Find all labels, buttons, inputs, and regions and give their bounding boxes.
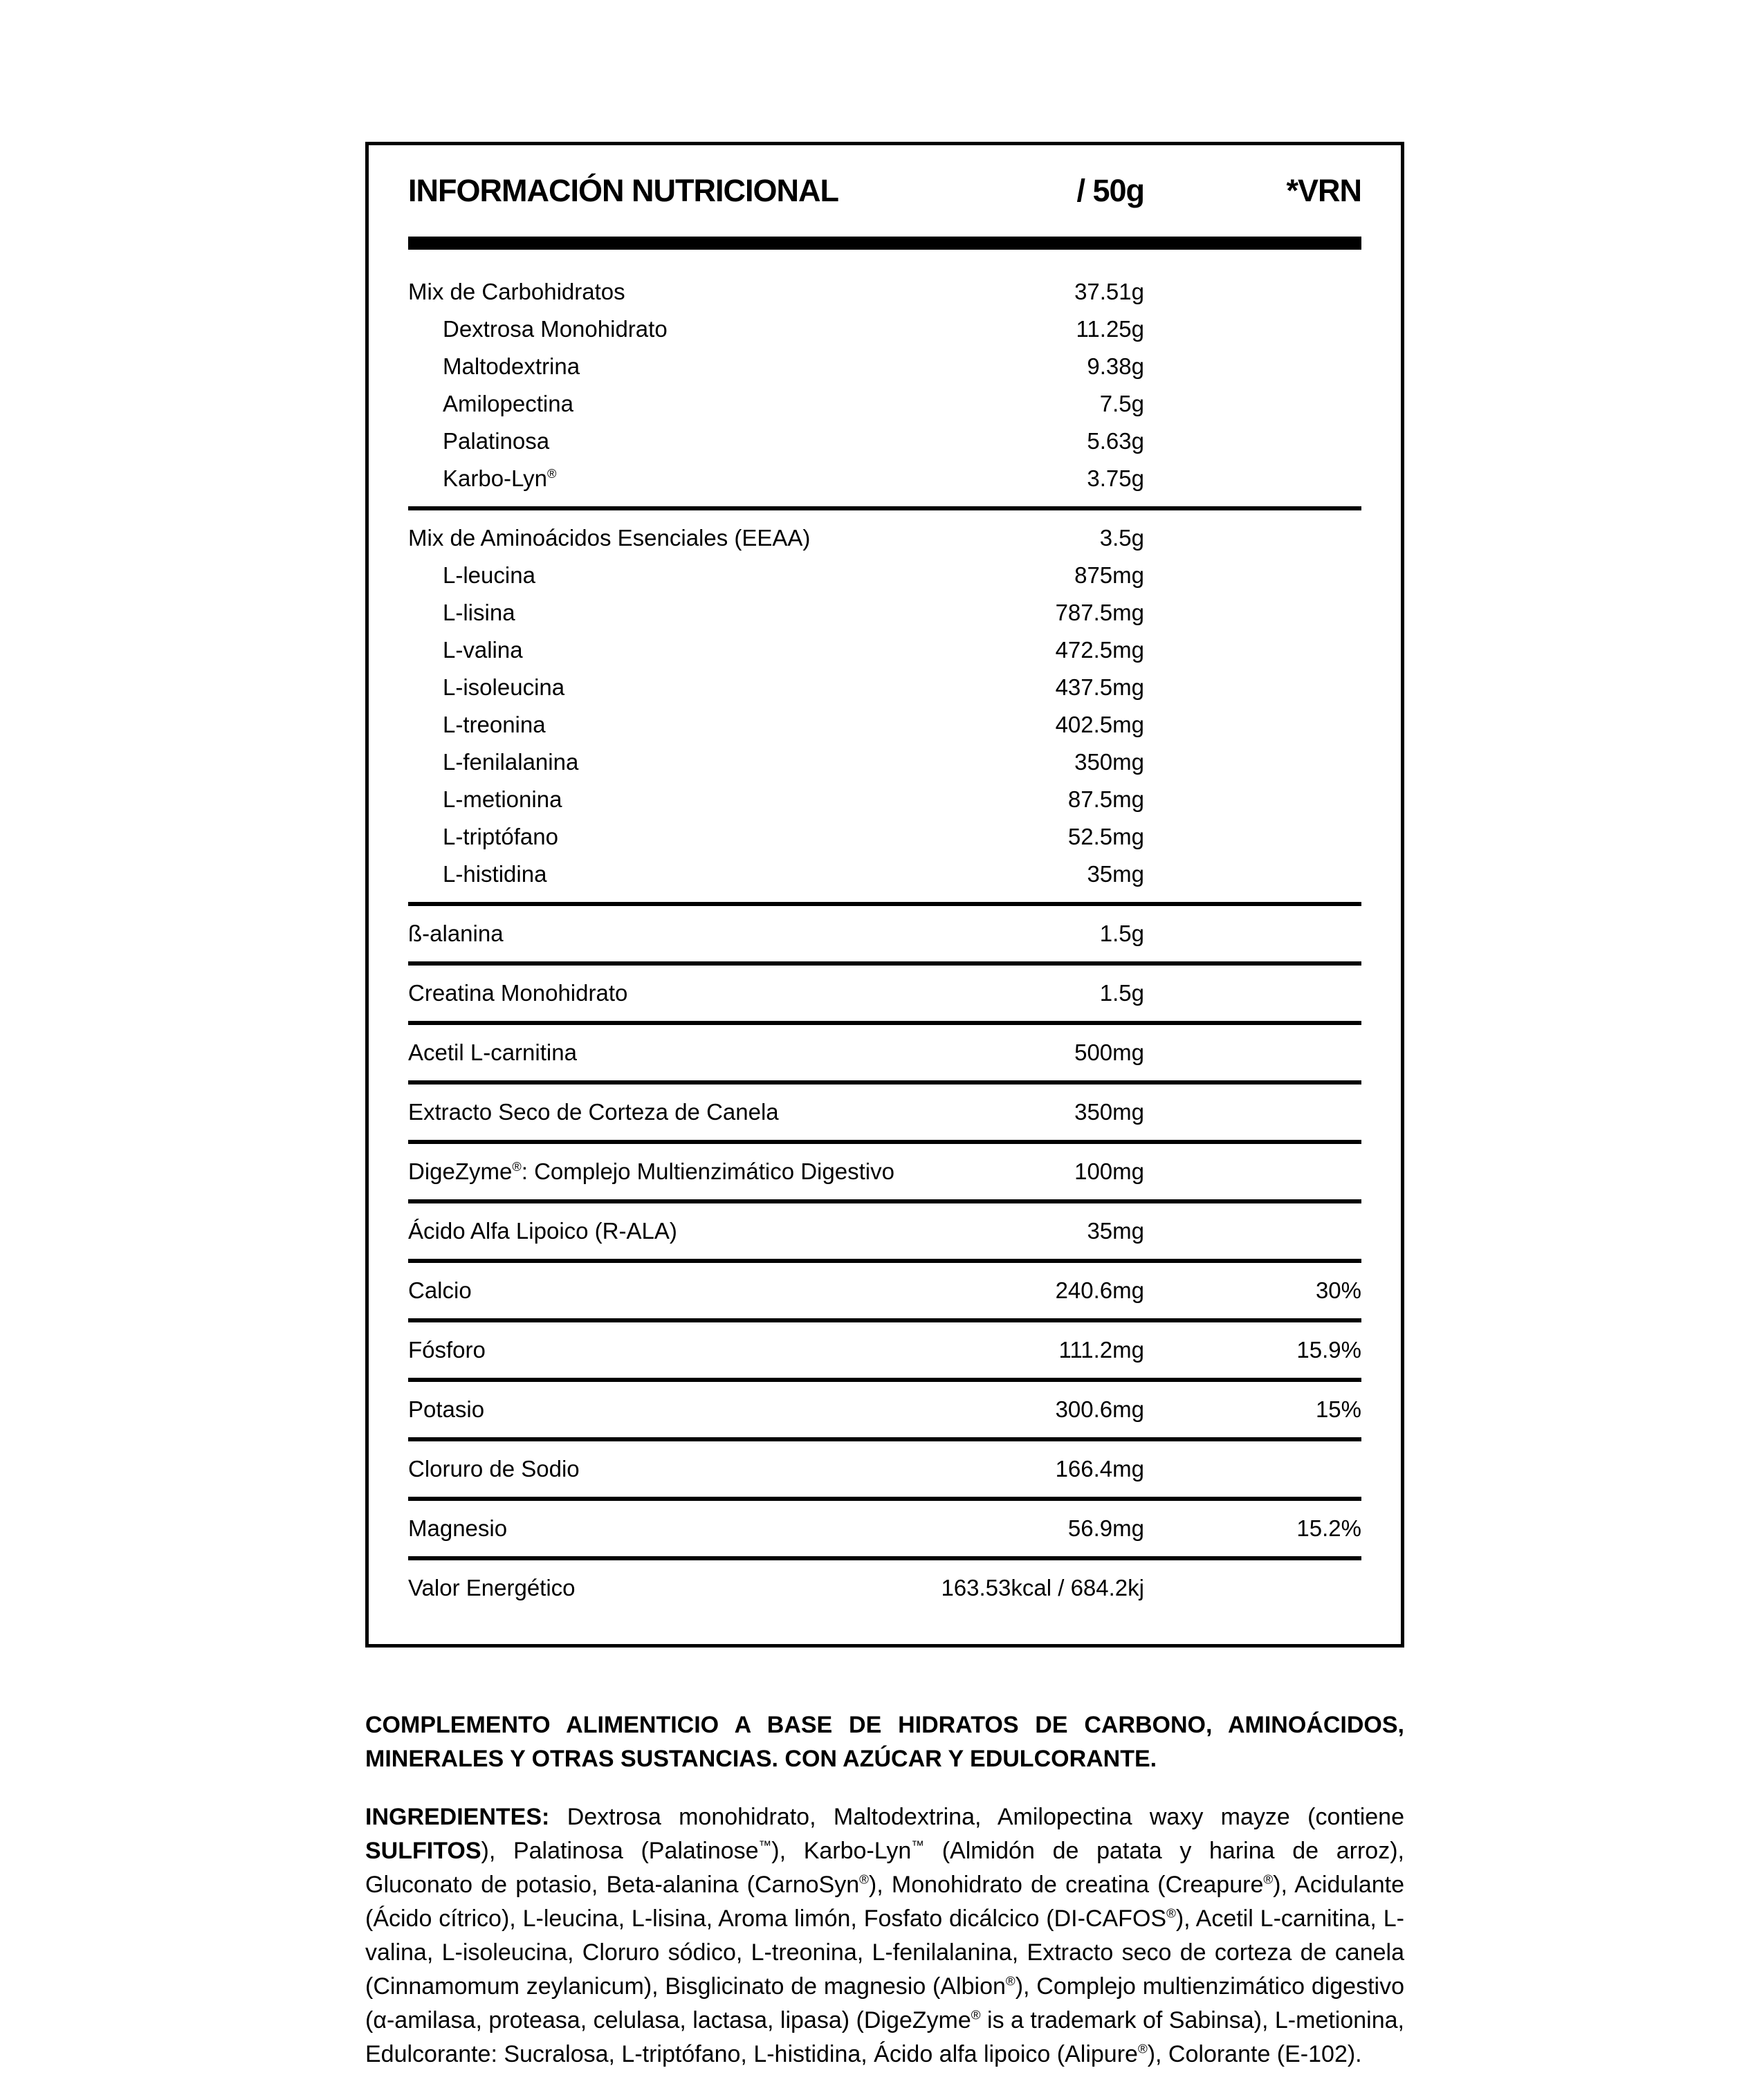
row-value: 9.38g: [1087, 353, 1144, 379]
row-divider: [408, 1497, 1361, 1501]
row-name: L-valina: [443, 637, 523, 663]
row-name: ß-alanina: [408, 921, 504, 946]
table-row: [408, 669, 1361, 706]
row-name: L-leucina: [443, 562, 535, 588]
table-row: [408, 594, 1361, 631]
row-value: 111.2mg: [1058, 1337, 1144, 1363]
row-value: 875mg: [1074, 562, 1144, 588]
row-name: L-isoleucina: [443, 674, 565, 700]
row-vrn: 15%: [1315, 1396, 1361, 1422]
row-value: 350mg: [1074, 749, 1144, 775]
table-row: [408, 1391, 1361, 1428]
table-row: [408, 781, 1361, 818]
table-row: [408, 818, 1361, 856]
row-divider: [408, 902, 1361, 906]
panel-title: INFORMACIÓN NUTRICIONAL: [408, 173, 838, 208]
vrn-column-label: *VRN: [1286, 173, 1361, 208]
row-name: Mix de Aminoácidos Esenciales (EEAA): [408, 525, 811, 551]
row-vrn: 30%: [1315, 1277, 1361, 1303]
row-name: Extracto Seco de Corteza de Canela: [408, 1099, 779, 1125]
table-row: [408, 744, 1361, 781]
row-name: Creatina Monohidrato: [408, 980, 628, 1006]
row-name: L-histidina: [443, 861, 547, 887]
table-row: [408, 975, 1361, 1012]
row-divider: [408, 1259, 1361, 1263]
row-divider: [408, 1021, 1361, 1025]
row-name: Karbo-Lyn®: [443, 465, 557, 491]
row-divider: [408, 1199, 1361, 1203]
table-row: [408, 1331, 1361, 1369]
row-value: 5.63g: [1087, 428, 1144, 454]
row-name: Maltodextrina: [443, 353, 580, 379]
header-separator-bar: [408, 237, 1361, 250]
table-row: [408, 856, 1361, 893]
row-name: L-fenilalanina: [443, 749, 579, 775]
table-row: [408, 1153, 1361, 1190]
nutrition-rows: [408, 273, 1361, 1607]
row-value: 35mg: [1087, 861, 1144, 887]
table-row: [408, 423, 1361, 460]
row-divider: [408, 961, 1361, 966]
row-value: 787.5mg: [1055, 600, 1144, 625]
row-name: L-treonina: [443, 712, 546, 737]
row-value: 240.6mg: [1055, 1277, 1144, 1303]
row-value: 402.5mg: [1055, 712, 1144, 737]
row-value: 1.5g: [1099, 980, 1144, 1006]
row-value: 3.5g: [1099, 525, 1144, 551]
table-row: [408, 1093, 1361, 1131]
row-value: 500mg: [1074, 1040, 1144, 1065]
row-name: Mix de Carbohidratos: [408, 279, 625, 304]
ingredients-paragraph: [365, 1800, 1404, 2071]
row-name: Dextrosa Monohidrato: [443, 316, 668, 342]
table-row: [408, 1450, 1361, 1488]
row-value: 350mg: [1074, 1099, 1144, 1125]
row-name: DigeZyme®: Complejo Multienzimático Digestivo: [408, 1159, 894, 1184]
row-vrn: 15.9%: [1296, 1337, 1361, 1363]
row-value: 166.4mg: [1055, 1456, 1144, 1482]
table-row: [408, 519, 1361, 557]
row-value: 163.53kcal / 684.2kj: [941, 1575, 1144, 1600]
row-value: 35mg: [1087, 1218, 1144, 1244]
row-name: Calcio: [408, 1277, 472, 1303]
label-content: [365, 142, 1404, 2095]
row-value: 1.5g: [1099, 921, 1144, 946]
panel-header: [408, 173, 1361, 209]
ingredients-bold-text: INGREDIENTES:: [365, 1804, 567, 1831]
row-value: 100mg: [1074, 1159, 1144, 1184]
table-row: [408, 1034, 1361, 1071]
row-value: 3.75g: [1087, 465, 1144, 491]
nutrition-panel: [365, 142, 1404, 1648]
row-name: Fósforo: [408, 1337, 486, 1363]
table-row: [408, 1569, 1361, 1607]
ingredients-bold-text: SULFITOS: [365, 1838, 481, 1865]
row-name: L-lisina: [443, 600, 515, 625]
row-name: Magnesio: [408, 1515, 508, 1541]
table-row: [408, 311, 1361, 348]
row-value: 437.5mg: [1055, 674, 1144, 700]
row-value: 7.5g: [1099, 391, 1144, 416]
table-row: [408, 557, 1361, 594]
row-name: Ácido Alfa Lipoico (R-ALA): [408, 1218, 677, 1244]
row-name: Acetil L-carnitina: [408, 1040, 577, 1065]
row-divider: [408, 506, 1361, 510]
table-row: [408, 385, 1361, 423]
table-row: [408, 460, 1361, 497]
table-row: [408, 1212, 1361, 1250]
ingredients-text: ), Palatinosa (Palatinose™), Karbo-Lyn™ (Almidón de patata y harina de arroz), Gluconato de potasio, Beta-alanina (CarnoSyn®), Monohidrato de creatina (Creapure®), Acidulante (Ácido cítrico), L-leucina, L-lisina, Aroma limón, Fosfato dicálcico (DI-CAFOS®), Acetil L-carnitina, L-valina, L-isoleucina, Cloruro sódico, L-treonina, L-fenilalanina, Extracto seco de corteza de canela (Cinnamomum zeylanicum), Bisglicinato de magnesio (Albion®), Complejo multienzimático digestivo (α-amilasa, proteasa, celulasa, lactasa, lipasa) (DigeZyme® is a trademark of Sabinsa), L-metionina, Edulcorante: Sucralosa, L-triptófano, L-histidina, Ácido alfa lipoico (Alipure®), Colorante (E-102).: [365, 1838, 1405, 2067]
row-name: Potasio: [408, 1396, 485, 1422]
supplement-statement: COMPLEMENTO ALIMENTICIO A BASE DE HIDRATOS DE CARBONO, AMINOÁCIDOS, MINERALES Y OTRAS SUSTANCIAS. CON AZÚCAR Y EDULCORANTE.: [365, 1712, 1404, 1772]
row-value: 87.5mg: [1067, 786, 1144, 812]
table-row: [408, 348, 1361, 385]
table-row: [408, 631, 1361, 669]
row-divider: [408, 1080, 1361, 1085]
row-name: Palatinosa: [443, 428, 550, 454]
table-row: [408, 915, 1361, 952]
ingredients-text: Dextrosa monohidrato, Maltodextrina, Amilopectina waxy mayze (contiene: [567, 1804, 1404, 1831]
row-name: Cloruro de Sodio: [408, 1456, 580, 1482]
serving-size-label: / 50g: [1076, 173, 1144, 208]
table-row: [408, 1272, 1361, 1309]
row-value: 300.6mg: [1055, 1396, 1144, 1422]
row-divider: [408, 1556, 1361, 1560]
row-name: Amilopectina: [443, 391, 573, 416]
table-row: [408, 273, 1361, 311]
table-row: [408, 706, 1361, 744]
row-divider: [408, 1378, 1361, 1382]
row-name: L-metionina: [443, 786, 562, 812]
row-value: 52.5mg: [1067, 824, 1144, 849]
row-divider: [408, 1318, 1361, 1322]
row-value: 11.25g: [1076, 316, 1144, 342]
row-value: 56.9mg: [1067, 1515, 1144, 1541]
table-row: [408, 1510, 1361, 1547]
row-name: Valor Energético: [408, 1575, 576, 1600]
row-divider: [408, 1140, 1361, 1144]
row-divider: [408, 1437, 1361, 1441]
row-value: 472.5mg: [1055, 637, 1144, 663]
row-value: 37.51g: [1074, 279, 1144, 304]
row-name: L-triptófano: [443, 824, 558, 849]
row-vrn: 15.2%: [1296, 1515, 1361, 1541]
